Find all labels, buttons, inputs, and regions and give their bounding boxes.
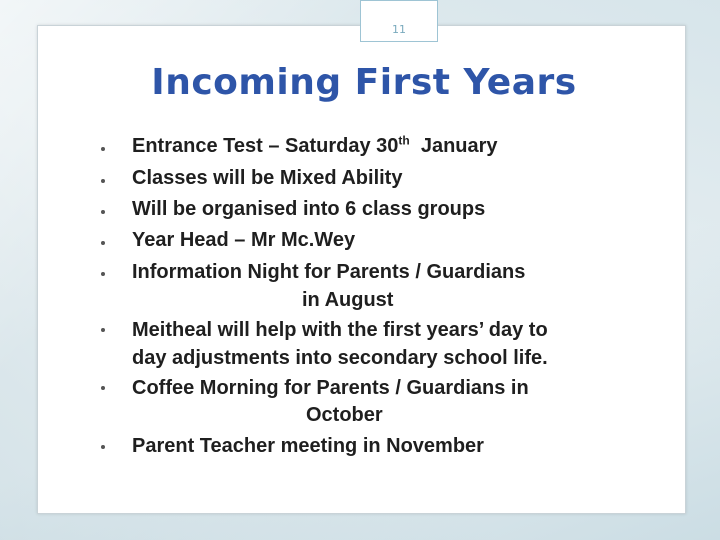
bullet-text-continued: day adjustments into secondary school life. <box>132 347 548 369</box>
bullet-text-continued: October <box>306 404 383 426</box>
bullet-dot <box>101 210 105 214</box>
bullet-item-meitheal-cont <box>132 346 548 370</box>
bullet-dot <box>101 386 105 390</box>
bullet-dot <box>101 445 105 449</box>
page-number: 11 <box>392 23 406 36</box>
bullet-superscript: th <box>398 133 410 148</box>
bullet-text: Classes will be Mixed Ability <box>132 167 403 189</box>
bullet-text: Will be organised into 6 class groups <box>132 198 486 220</box>
bullet-item-coffee-morning-cont <box>306 403 383 427</box>
bullet-text: Year Head – Mr Mc.Wey <box>132 229 356 251</box>
bullet-dot <box>101 179 105 183</box>
bullet-text: Parent Teacher meeting in November <box>132 435 484 457</box>
bullet-dot <box>101 241 105 245</box>
slide-title: Incoming First Years <box>151 62 577 103</box>
bullet-dot <box>101 272 105 276</box>
bullet-text-after: January <box>409 135 498 157</box>
bullet-text: Coffee Morning for Parents / Guardians in <box>132 377 529 399</box>
bullet-dot <box>101 328 105 332</box>
bullet-dot <box>101 147 105 151</box>
bullet-text: Entrance Test – Saturday 30 <box>132 135 399 157</box>
bullet-item-information-night-cont <box>302 288 393 312</box>
bullet-text-continued: in August <box>302 289 394 311</box>
page-number-tab <box>360 0 438 42</box>
bullet-text: Information Night for Parents / Guardians <box>132 261 526 283</box>
bullet-text: Meitheal will help with the first years’ day to <box>132 319 548 341</box>
